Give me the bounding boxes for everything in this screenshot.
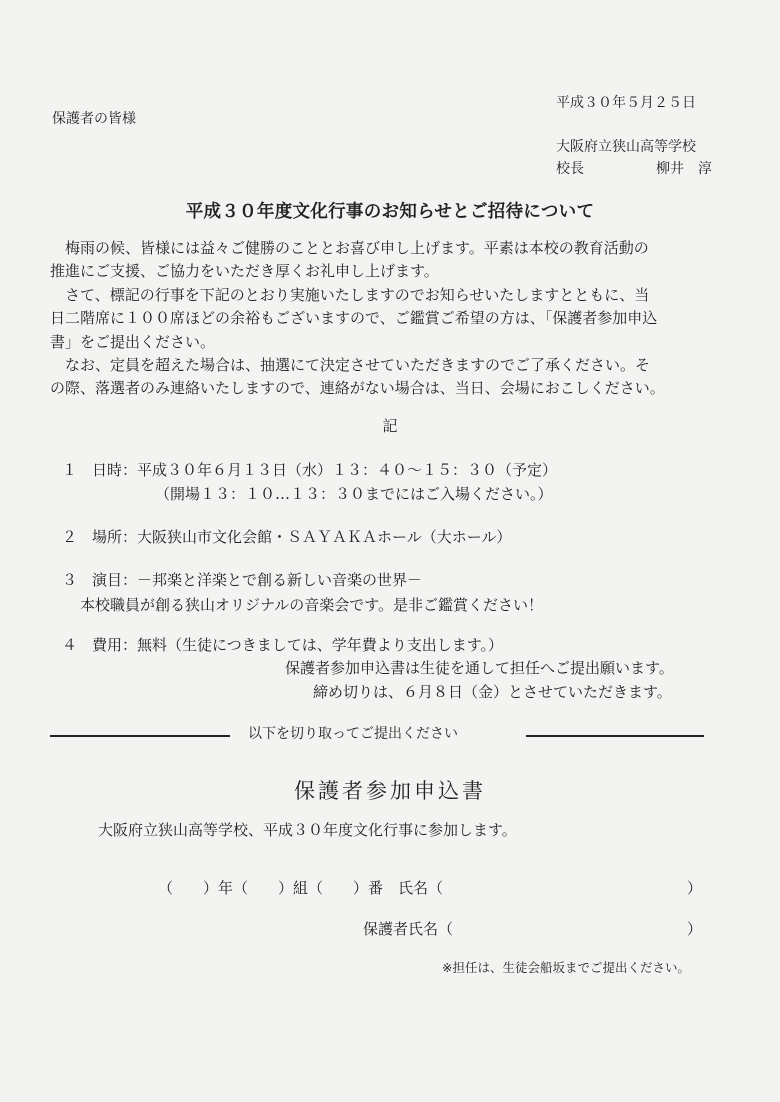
student-entry-label: （ ）年（ ）組（ ）番 氏名（	[158, 879, 444, 897]
item-cost-note: 保護者参加申込書は生徒を通して担任へご提出願います。	[285, 659, 674, 677]
submission-note: ※担任は、生徒会船坂までご提出ください。	[442, 960, 690, 975]
item-text: 費用：無料（生徒につきましては、学年費より支出します。）	[92, 636, 504, 654]
item-program	[62, 568, 422, 592]
item-datetime-note: （開場１３：１０…１３：３０までにはご入場ください。）	[155, 485, 553, 503]
paragraph-line: さて、標記の行事を下記のとおり実施いたしますのでお知らせいたしますとともに、当	[50, 285, 650, 304]
document-date: 平成３０年５月２５日	[556, 95, 696, 111]
item-number: １	[62, 461, 78, 479]
paragraph-line: の際、落選者のみ連絡いたしますので、連絡がない場合は、当日、会場におこしください。	[50, 379, 665, 398]
guardian-entry-line	[363, 917, 702, 941]
principal-role: 校長	[556, 161, 584, 177]
ki-heading: 記	[382, 417, 398, 435]
paragraph-line: 日二階席に１００席ほどの余裕もございますので、ご鑑賞ご希望の方は、「保護者参加申込	[50, 309, 658, 328]
cut-line-left	[50, 735, 230, 737]
paragraph-line: 推進にご支援、ご協力をいただき厚くお礼申し上げます。	[50, 262, 439, 281]
item-datetime	[62, 458, 557, 482]
item-number: ３	[62, 571, 78, 589]
item-text: 場所：大阪狭山市文化会館・ＳＡＹＡＫＡホール（大ホール）	[92, 528, 512, 546]
item-number: ４	[62, 636, 78, 654]
body-text	[50, 237, 740, 401]
paragraph-line: 梅雨の候、皆様には益々ご健勝のこととお喜び申し上げます。平素は本校の教育活動の	[50, 239, 649, 257]
document-title: 平成３０年度文化行事のお知らせとご招待について	[185, 202, 595, 222]
cut-instruction: 以下を切り取ってご提出ください	[248, 726, 458, 742]
item-deadline-note: 締め切りは、６月８日（金）とさせていただきます。	[313, 683, 672, 701]
form-title: 保護者参加申込書	[294, 779, 486, 803]
item-venue	[62, 525, 511, 549]
principal-signature	[556, 158, 712, 180]
paragraph-line: なお、定員を超えた場合は、抽選にて決定させていただきますのでご了承ください。そ	[50, 356, 651, 375]
student-entry-line	[158, 876, 702, 900]
item-text: 日時：平成３０年６月１３日（水）１３：４０～１５：３０（予定）	[92, 461, 558, 479]
form-statement: 大阪府立狭山高等学校、平成３０年度文化行事に参加します。	[98, 821, 517, 839]
paragraph-line: 書」をご提出ください。	[50, 332, 216, 351]
item-program-note: 本校職員が創る狭山オリジナルの音楽会です。是非ご鑑賞ください！	[80, 596, 544, 614]
item-number: ２	[62, 528, 78, 546]
item-cost	[62, 633, 503, 657]
cut-line-right	[526, 735, 704, 737]
close-paren: ）	[686, 920, 702, 938]
school-name: 大阪府立狭山高等学校	[556, 139, 696, 155]
close-paren: ）	[686, 879, 702, 897]
guardian-entry-label: 保護者氏名（	[363, 920, 454, 938]
addressee: 保護者の皆様	[52, 111, 136, 127]
principal-name: 柳井 淳	[656, 161, 712, 177]
item-text: 演目：－邦楽と洋楽とで創る新しい音楽の世界－	[92, 571, 423, 589]
